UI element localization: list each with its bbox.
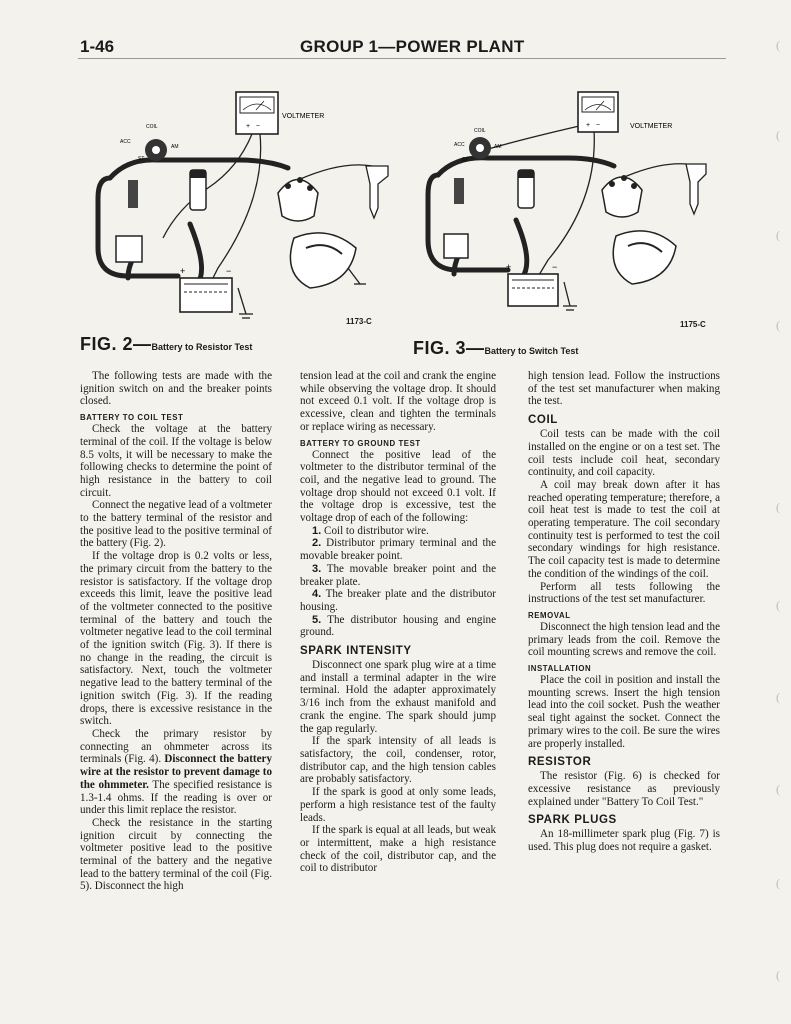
svg-text:+: + bbox=[506, 262, 512, 272]
page-number: 1-46 bbox=[80, 37, 115, 56]
list-item: 3. The movable breaker point and the breaker plate. bbox=[300, 562, 496, 588]
heading-resistor: RESISTOR bbox=[528, 756, 592, 769]
fig2-label-st: ST bbox=[138, 156, 145, 162]
figure-3-diagram bbox=[418, 90, 718, 320]
paragraph: If the spark intensity of all leads is satisfactory, the coil, condenser, rotor, distributor cap, and the high tension cables are probably satisfactory. bbox=[300, 735, 496, 786]
binding-mark: ( bbox=[776, 598, 780, 612]
svg-text:+ −: + − bbox=[586, 122, 601, 129]
binding-mark: ( bbox=[776, 690, 780, 704]
paragraph: If the voltage drop is 0.2 volts or less, the primary circuit from the battery to the resistor is satisfactory. If the voltage drop exceeds this limit, leave the positive lead of the voltmeter connected to the positive terminal of the battery and touch the voltmeter negative lead to the coil terminal of the ignition switch (Fig. 3). If there is no change in the reading, the circuit is satisfactory. Next, touch the voltmeter negative lead to the battery terminal of the ignition switch (Fig. 3). If the reading drops, there is excessive resistance in the switch. bbox=[80, 550, 272, 728]
list-item: 1. Coil to distributor wire. bbox=[312, 524, 429, 537]
fig2-label-acc: ACC bbox=[120, 139, 131, 145]
binding-mark: ( bbox=[776, 500, 780, 514]
binding-mark: ( bbox=[776, 876, 780, 890]
binding-mark: ( bbox=[776, 782, 780, 796]
figure-2-diagram bbox=[88, 88, 410, 326]
binding-mark: ( bbox=[776, 318, 780, 332]
paragraph: Disconnect the high tension lead and the primary leads from the coil. Remove the coil mounting screws and remove the coil. bbox=[528, 620, 720, 659]
fig2-code: 1173-C bbox=[346, 317, 372, 326]
paragraph: Perform all tests following the instructions of the test set manufacturer. bbox=[528, 580, 720, 606]
fig3-label-voltmeter: VOLTMETER bbox=[630, 123, 673, 130]
text-column-1 bbox=[80, 370, 272, 893]
paragraph: The following tests are made with the ignition switch on and the breaker points closed. bbox=[80, 370, 272, 408]
fig2-label-voltmeter: VOLTMETER bbox=[282, 113, 325, 120]
subheading-battery-to-coil-test: BATTERY TO COIL TEST bbox=[80, 413, 184, 423]
paragraph: A coil may break down after it has reached operating temperature; therefore, a coil heat test is made to test the coil at operating temperature. The coil secondary continuity test is performed to test the coil secondary windings for high resistance. The coil capacity test is made to determine the condition of the windings of the coil. bbox=[528, 478, 720, 580]
svg-text:+: + bbox=[180, 266, 186, 276]
paragraph: If the spark is equal at all leads, but weak or intermittent, make a high resistance check of the coil, distributor cap, and the coil to distributor bbox=[300, 824, 496, 875]
paragraph: Coil tests can be made with the coil installed on the engine or on a test set. The coil tests include coil heat, secondary continuity, and coil capacity. bbox=[528, 428, 720, 479]
paragraph: Place the coil in position and install the mounting screws. Insert the high tension lead into the coil socket. Push the weather seal tight against the socket. Connect the primary wires to the coil. Be sure the wires are properly installed. bbox=[528, 674, 720, 750]
paragraph: Connect the positive lead of the voltmeter to the distributor terminal of the coil, and the negative lead to ground. The voltage drop should not exceed 0.1 volt. If the voltage drop is excessive, test the voltage drop of each of the following: bbox=[300, 448, 496, 525]
list-item: 5. The distributor housing and engine ground. bbox=[300, 613, 496, 639]
paragraph: Disconnect one spark plug wire at a time and install a terminal adapter in the wire terminal. Hold the adapter approximately 3/16 inch from the exhaust manifold and crank the engine. The spark should jump the gap regularly. bbox=[300, 659, 496, 735]
paragraph: An 18-millimeter spark plug (Fig. 7) is used. This plug does not require a gasket. bbox=[528, 828, 720, 854]
fig3-code: 1175-C bbox=[680, 320, 706, 329]
fig3-label-coil: COIL bbox=[474, 128, 486, 134]
header-rule bbox=[78, 58, 726, 59]
paragraph: The resistor (Fig. 6) is checked for excessive resistance as previously explained under "Battery To Coil Test." bbox=[528, 770, 720, 808]
list-item: 4. The breaker plate and the distributor housing. bbox=[300, 588, 496, 613]
fig3-label-acc: ACC bbox=[454, 142, 465, 148]
fig3-label-st: ST bbox=[462, 157, 469, 163]
page-header-title: GROUP 1—POWER PLANT bbox=[300, 37, 525, 56]
binding-mark: ( bbox=[776, 968, 780, 982]
subheading-removal: REMOVAL bbox=[528, 610, 571, 620]
subheading-installation: INSTALLATION bbox=[528, 664, 592, 674]
fig3-label-am: AM bbox=[494, 144, 502, 150]
paragraph: Check the voltage at the battery terminal of the coil. If the voltage is below 8.5 volts, it will be necessary to make the following checks to determine the point of high resistance in the battery to coil circuit. bbox=[80, 423, 272, 499]
binding-mark: ( bbox=[776, 228, 780, 242]
fig2-caption: FIG. 2—Battery to Resistor Test bbox=[80, 334, 253, 354]
list-item: 2. Distributor primary terminal and the movable breaker point. bbox=[300, 537, 497, 563]
svg-text:−: − bbox=[552, 262, 558, 272]
paragraph: high tension lead. Follow the instructions of the test set manufacturer when making the test. bbox=[528, 370, 720, 408]
fig2-label-am: AM bbox=[171, 144, 179, 150]
binding-mark: ( bbox=[776, 38, 780, 52]
warning-text: Disconnect the battery wire at the resistor to prevent damage to the ohmmeter. bbox=[80, 753, 272, 791]
text-column-2 bbox=[300, 370, 496, 875]
paragraph: tension lead at the coil and crank the engine while observing the voltage drop. It should not exceed 0.1 volt. If the voltage drop is excessive, clean and tighten the terminals or replace wiring as necessary. bbox=[300, 370, 496, 433]
heading-spark-intensity: SPARK INTENSITY bbox=[300, 645, 412, 658]
heading-spark-plugs: SPARK PLUGS bbox=[528, 814, 617, 827]
text-column-3 bbox=[528, 370, 720, 854]
paragraph: Connect the negative lead of a voltmeter to the battery terminal of the resistor and the positive lead to the positive terminal of the battery (Fig. 2). bbox=[80, 499, 272, 550]
fig2-label-coil: COIL bbox=[146, 124, 158, 130]
paragraph: Check the primary resistor by connecting an ohmmeter across its terminals (Fig. 4). Disconnect the battery wire at the resistor to prevent damage to the ohmmeter. The specified resistance is 1.3-1.4 ohms. If the reading is over or under this limit replace the resistor. bbox=[80, 727, 272, 817]
heading-coil: COIL bbox=[528, 414, 558, 427]
subheading-battery-to-ground-test: BATTERY TO GROUND TEST bbox=[300, 438, 421, 448]
svg-text:−: − bbox=[226, 266, 232, 276]
paragraph: Check the resistance in the starting ignition circuit by connecting the voltmeter positive lead to the positive terminal of the battery and the negative lead to the battery terminal of the coil (Fig. 5). Disconnect the high bbox=[80, 816, 272, 893]
binding-mark: ( bbox=[776, 128, 780, 142]
svg-text:+ −: + − bbox=[246, 123, 261, 130]
fig3-caption: FIG. 3—Battery to Switch Test bbox=[413, 338, 579, 358]
paragraph: If the spark is good at only some leads, perform a high resistance test of the faulty leads. bbox=[300, 786, 496, 824]
